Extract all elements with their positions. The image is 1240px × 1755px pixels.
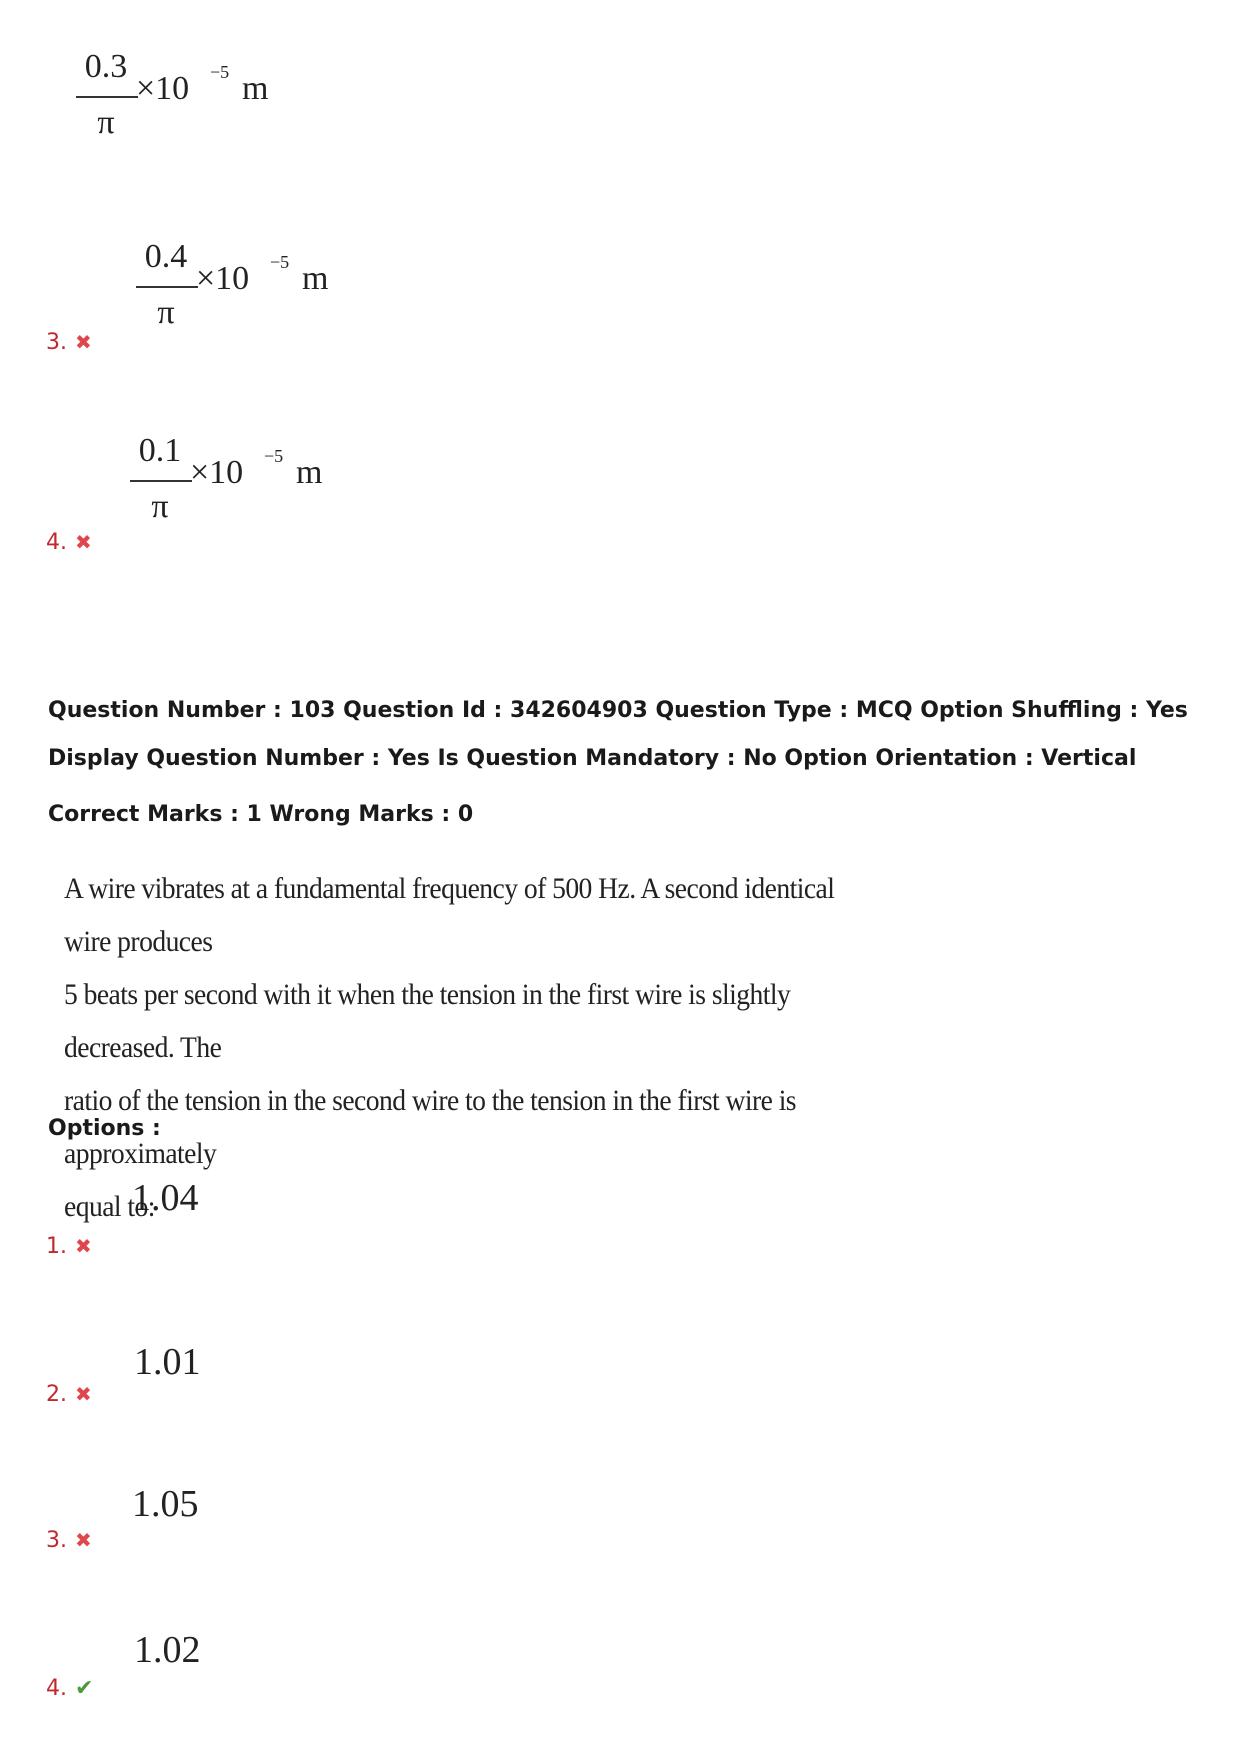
question-text-line: ratio of the tension in the second wire to the tension in the first wire is approximately bbox=[64, 1084, 797, 1170]
option-4-number bbox=[46, 1676, 93, 1701]
fraction-bar bbox=[136, 286, 198, 288]
option-4-value: 1.02 bbox=[134, 1629, 201, 1671]
cross-icon: ✖ bbox=[75, 1528, 92, 1552]
option-2-number bbox=[46, 1382, 92, 1407]
fraction-multiplier: ×10 bbox=[136, 70, 190, 107]
question-meta-line-2: Display Question Number : Yes Is Question Mandatory : No Option Orientation : Vertical bbox=[48, 746, 1137, 771]
option-number-label: 4. bbox=[46, 530, 67, 555]
prev-option-3-math bbox=[136, 238, 366, 338]
fraction-denominator: π bbox=[97, 104, 115, 141]
option-number-label: 2. bbox=[46, 1382, 67, 1407]
fraction-denominator: π bbox=[157, 294, 175, 331]
prev-option-2-math bbox=[76, 48, 306, 148]
fraction-numerator: 0.1 bbox=[138, 432, 182, 469]
prev-option-4-math bbox=[130, 432, 360, 532]
option-number-label: 3. bbox=[46, 1528, 67, 1553]
options-label: Options : bbox=[48, 1116, 161, 1141]
prev-option-3-number bbox=[46, 330, 92, 355]
cross-icon: ✖ bbox=[75, 530, 92, 554]
fraction-exponent: −5 bbox=[210, 62, 230, 82]
option-2-value: 1.01 bbox=[134, 1341, 201, 1383]
cross-icon: ✖ bbox=[75, 1234, 92, 1258]
fraction-multiplier: ×10 bbox=[190, 454, 244, 491]
fraction-bar bbox=[130, 480, 192, 482]
question-text-line: A wire vibrates at a fundamental frequency of 500 Hz. A second identical wire produces bbox=[64, 872, 835, 958]
question-text-line: equal to: bbox=[64, 1190, 155, 1223]
fraction-unit: m bbox=[242, 70, 269, 107]
fraction-exponent: −5 bbox=[264, 446, 284, 466]
option-3-number bbox=[46, 1528, 92, 1553]
option-number-label: 3. bbox=[46, 330, 67, 355]
fraction-bar bbox=[76, 96, 138, 98]
prev-option-4-number bbox=[46, 530, 92, 555]
fraction-multiplier: ×10 bbox=[196, 260, 250, 297]
question-meta-line-1: Question Number : 103 Question Id : 342604903 Question Type : MCQ Option Shuffling : Yes bbox=[48, 698, 1188, 723]
fraction-denominator: π bbox=[151, 488, 169, 525]
fraction-unit: m bbox=[302, 260, 329, 297]
fraction-unit: m bbox=[296, 454, 323, 491]
option-1-value: 1.04 bbox=[132, 1177, 199, 1219]
check-icon: ✔ bbox=[75, 1676, 94, 1701]
cross-icon: ✖ bbox=[75, 1382, 92, 1406]
fraction-exponent: −5 bbox=[270, 252, 290, 272]
option-number-label: 1. bbox=[46, 1234, 67, 1259]
fraction-numerator: 0.4 bbox=[144, 238, 188, 275]
option-number-label: 4. bbox=[46, 1676, 67, 1701]
question-text-line: 5 beats per second with it when the tension in the first wire is slightly decreased. The bbox=[64, 978, 791, 1064]
option-3-value: 1.05 bbox=[132, 1483, 199, 1525]
cross-icon: ✖ bbox=[75, 330, 92, 354]
question-meta-line-3: Correct Marks : 1 Wrong Marks : 0 bbox=[48, 802, 474, 827]
option-1-number bbox=[46, 1234, 92, 1259]
fraction-numerator: 0.3 bbox=[84, 48, 128, 85]
